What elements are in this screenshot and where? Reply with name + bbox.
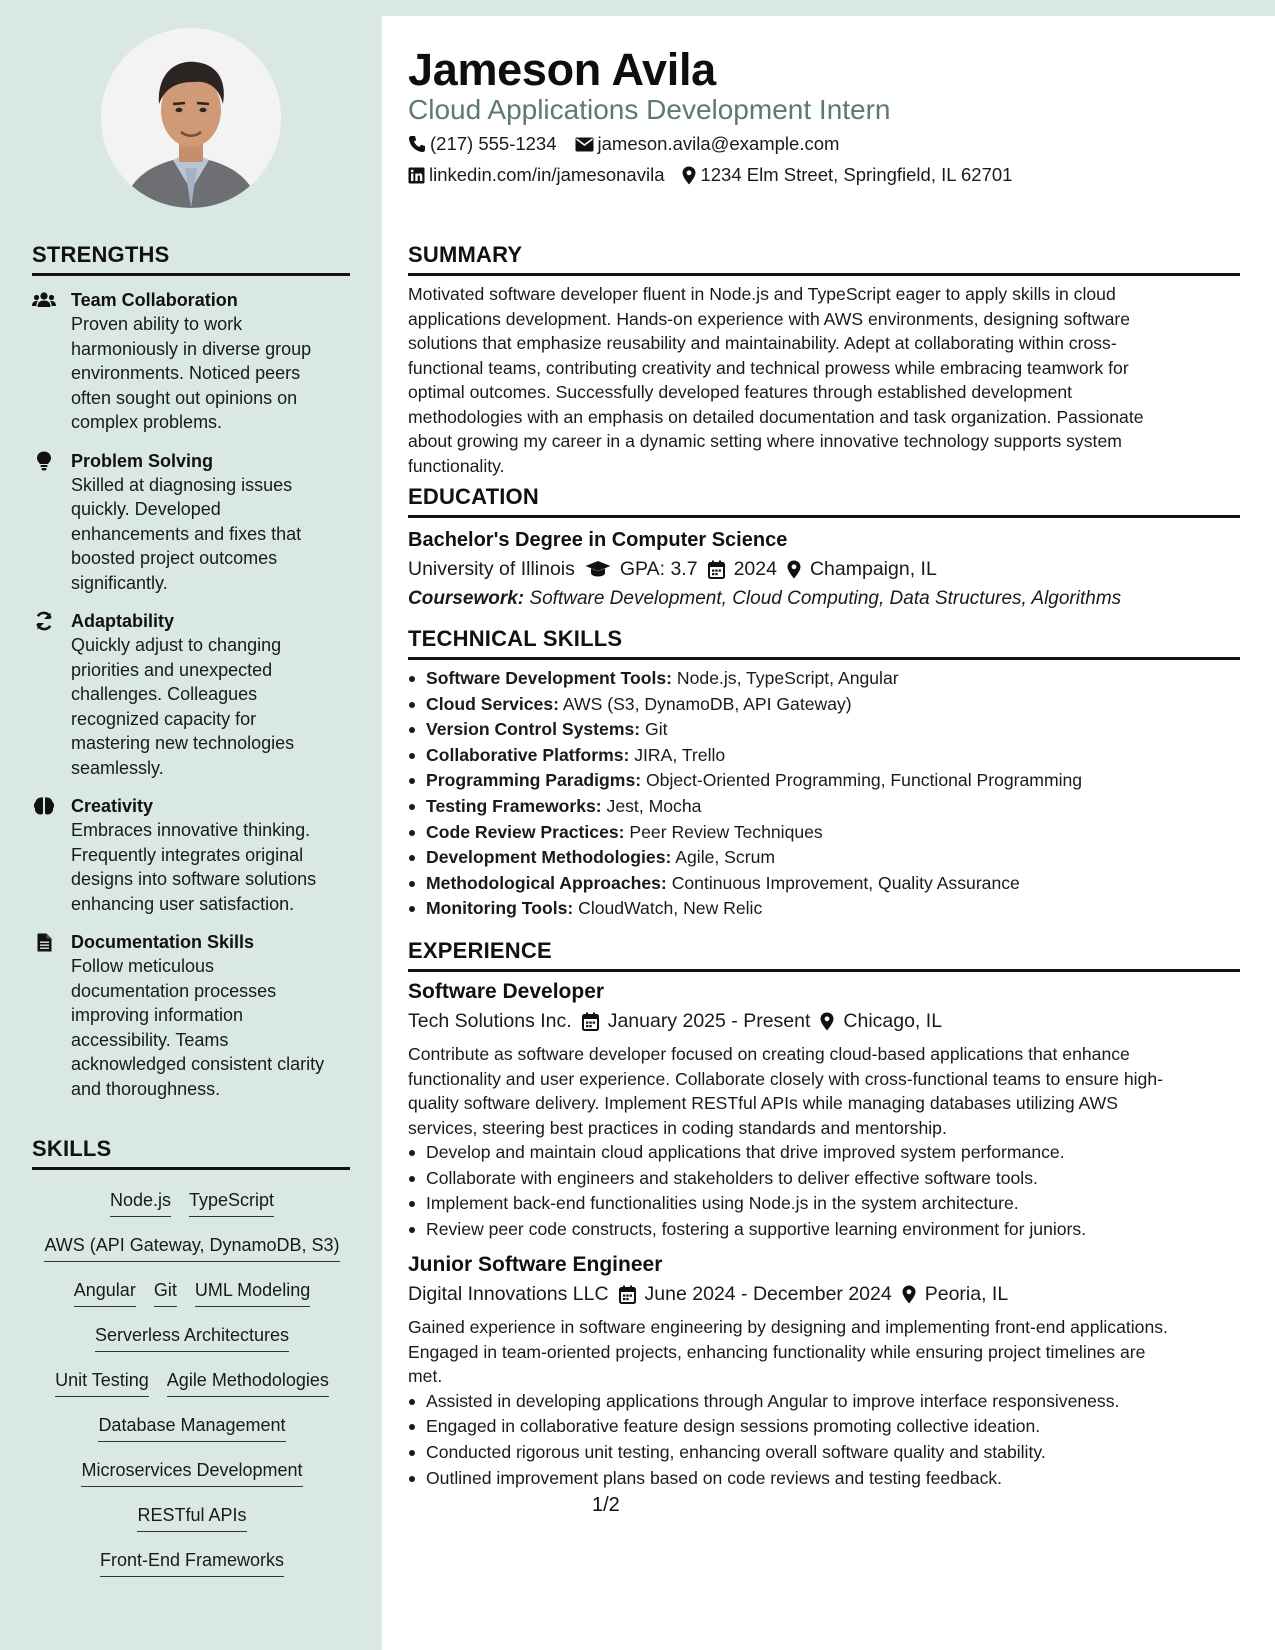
job-location <box>820 1006 942 1036</box>
candidate-name: Jameson Avila <box>408 44 716 95</box>
strength-title: Problem Solving <box>71 450 214 471</box>
education-section <box>408 484 1240 614</box>
tech-skill-label: Version Control Systems: <box>426 719 641 740</box>
strength-line: boosted project outcomes <box>71 548 278 568</box>
job-bullet: Collaborate with engineers and stakeholders to deliver effective software tools. <box>408 1166 1240 1192</box>
page-number: 1/2 <box>592 1494 620 1516</box>
job-bullets <box>408 1389 1240 1491</box>
skill-row <box>32 1458 352 1503</box>
summary-section <box>408 242 1240 478</box>
tech-skill-item <box>408 820 1240 846</box>
tech-skill-item <box>408 845 1240 871</box>
graduation-cap-icon <box>585 560 611 578</box>
coursework-value: Software Development, Cloud Computing, Data Structures, Algorithms <box>529 588 1122 609</box>
tech-skill-label: Programming Paradigms: <box>426 770 642 791</box>
strengths-heading: STRENGTHS <box>32 242 350 276</box>
skill-chip: Git <box>154 1278 177 1307</box>
dates-value: June 2024 - December 2024 <box>644 1283 892 1306</box>
skill-chip: Microservices Development <box>81 1458 302 1487</box>
skill-chip: Front-End Frameworks <box>100 1548 284 1577</box>
strength-description <box>71 954 352 1101</box>
tech-skill-item <box>408 871 1240 897</box>
tech-skill-item <box>408 768 1240 794</box>
location-value: Chicago, IL <box>843 1010 943 1032</box>
address: 1234 Elm Street, Springfield, IL 62701 <box>700 164 1013 185</box>
summary-text <box>408 282 1240 478</box>
contact-address <box>682 164 1012 186</box>
strength-line: environments. Noticed peers <box>71 363 301 383</box>
phone-number: (217) 555-1234 <box>430 133 557 154</box>
graduation-year <box>708 554 777 584</box>
strength-title: Team Collaboration <box>71 290 238 310</box>
coursework <box>408 584 1240 614</box>
skill-row <box>32 1503 352 1548</box>
calendar-icon <box>619 1285 636 1304</box>
job-bullet: Assisted in developing applications through Angular to improve interface responsiveness. <box>408 1389 1240 1415</box>
strength-line: enhancing user satisfaction. <box>71 893 295 914</box>
job-meta <box>408 1006 1240 1036</box>
tech-skill-value: JIRA, Trello <box>634 744 726 765</box>
strength-line: seamlessly. <box>71 757 164 778</box>
skill-row <box>32 1368 352 1413</box>
tech-skill-value: Agile, Scrum <box>675 847 776 868</box>
job-dates <box>619 1279 892 1309</box>
contact-row <box>408 164 1012 186</box>
company-name: Digital Innovations LLC <box>408 1283 609 1306</box>
skill-chip: Unit Testing <box>55 1368 149 1397</box>
skill-row <box>32 1233 352 1278</box>
brain-icon <box>32 796 56 816</box>
skills-heading: SKILLS <box>32 1136 350 1170</box>
tech-skill-label: Methodological Approaches: <box>426 872 667 893</box>
technical-skills-section <box>408 626 1240 922</box>
strength-description <box>71 633 352 780</box>
strength-line: Quickly adjust to changing <box>71 635 282 655</box>
skill-row <box>32 1278 352 1323</box>
sidebar <box>0 0 382 1650</box>
tech-skill-label: Collaborative Platforms: <box>426 744 630 765</box>
tech-skill-item <box>408 794 1240 820</box>
summary-line: solutions that emphasize reusability and maintainability. Adept at collaborating within cross- <box>408 333 1117 353</box>
tech-skill-value: Object-Oriented Programming, Functional Programming <box>645 770 1083 791</box>
strength-line: documentation processes <box>71 980 277 1001</box>
map-pin-icon <box>902 1285 916 1304</box>
tech-skill-item <box>408 692 1240 718</box>
tech-skill-label: Code Review Practices: <box>426 821 625 842</box>
job-description-line: Contribute as software developer focused on creating cloud-based applications that enhance <box>408 1044 1130 1064</box>
summary-line: methodologies with an emphasis on detailed documentation and task organization. Passionate <box>408 406 1144 427</box>
job-bullet: Conducted rigorous unit testing, enhancing overall software quality and stability. <box>408 1440 1240 1466</box>
job-description-line: met. <box>408 1366 443 1387</box>
tech-skill-value: Peer Review Techniques <box>629 821 823 842</box>
candidate-title: Cloud Applications Development Intern <box>408 94 891 125</box>
gpa-value: GPA: 3.7 <box>619 558 698 580</box>
job-description-line: Engaged in team-oriented projects, enhancing functionality while ensuring project timelines are <box>408 1341 1146 1362</box>
phone-icon <box>408 135 426 153</box>
coursework-label: Coursework: <box>408 588 525 609</box>
job-description-line: functionality and user experience. Collaborate closely with cross-functional teams to ensure high- <box>408 1068 1163 1089</box>
main-content <box>382 16 1275 1650</box>
strength-line: complex problems. <box>71 412 223 432</box>
summary-line: functional teams, contributing creativity and technical prowess while embracing teamwork for <box>408 357 1129 378</box>
job-entry <box>408 1251 1240 1491</box>
job-dates <box>582 1006 811 1036</box>
job-meta <box>408 1279 1240 1309</box>
summary-heading: SUMMARY <box>408 242 1240 276</box>
company <box>408 1006 572 1036</box>
job-description-line: Gained experience in software engineering by designing and implementing front-end applications. <box>408 1317 1168 1338</box>
job-bullet: Develop and maintain cloud applications that drive improved system performance. <box>408 1140 1240 1166</box>
education-meta <box>408 554 1240 584</box>
skill-chip: Database Management <box>98 1413 285 1442</box>
tech-skill-item <box>408 717 1240 743</box>
tech-skill-item <box>408 666 1240 692</box>
strength-line: significantly. <box>71 572 168 593</box>
contact-row <box>408 133 839 155</box>
strength-line: Embraces innovative thinking. <box>71 820 311 840</box>
tech-skill-item <box>408 743 1240 769</box>
contact-linkedin[interactable] <box>408 164 664 186</box>
linkedin-url: linkedin.com/in/jamesonavila <box>429 164 665 185</box>
lightbulb-icon <box>32 451 56 471</box>
strength-line: enhancements and fixes that <box>71 523 302 544</box>
contact-phone <box>408 133 557 155</box>
summary-line: applications development. Hands-on experience with AWS environments, designing software <box>408 308 1131 329</box>
company-name: Tech Solutions Inc. <box>408 1010 572 1032</box>
education-location <box>787 554 937 584</box>
summary-line: about growing my career in a dynamic setting where innovative technology supports system <box>408 431 1122 451</box>
tech-skill-label: Cloud Services: <box>426 693 559 714</box>
strength-title: Adaptability <box>71 611 175 631</box>
tech-skill-label: Monitoring Tools: <box>426 898 574 919</box>
school <box>408 554 575 584</box>
email-address: jameson.avila@example.com <box>597 133 840 154</box>
technical-skills-heading: TECHNICAL SKILLS <box>408 626 1240 660</box>
strength-item <box>32 609 352 780</box>
strength-line: priorities and unexpected <box>71 659 273 680</box>
skill-chip: UML Modeling <box>195 1278 310 1307</box>
skill-chip: Node.js <box>110 1188 171 1217</box>
tech-skill-value: Node.js, TypeScript, Angular <box>676 668 899 688</box>
strength-title: Creativity <box>71 796 154 816</box>
tech-skill-label: Software Development Tools: <box>426 668 673 688</box>
company <box>408 1279 609 1309</box>
location-value: Champaign, IL <box>809 558 937 580</box>
summary-line: optimal outcomes. Successfully developed features through established development <box>408 382 1073 402</box>
skills-chips <box>32 1188 352 1593</box>
skill-chip: RESTful APIs <box>137 1503 246 1532</box>
strength-description <box>71 312 352 435</box>
summary-line: functionality. <box>408 455 505 476</box>
job-bullets <box>408 1140 1240 1242</box>
strengths-list <box>32 288 352 1101</box>
document-icon <box>32 932 56 952</box>
strength-line: mastering new technologies <box>71 733 295 753</box>
strength-description <box>71 818 352 916</box>
top-band <box>382 0 1275 16</box>
experience-heading: EXPERIENCE <box>408 938 1240 972</box>
job-bullet: Engaged in collaborative feature design sessions promoting collective ideation. <box>408 1414 1240 1440</box>
calendar-icon <box>708 560 725 579</box>
map-pin-icon <box>787 560 801 579</box>
tech-skill-value: Continuous Improvement, Quality Assurance <box>671 872 1020 893</box>
strength-line: quickly. Developed <box>71 499 221 519</box>
strength-item <box>32 449 352 596</box>
tech-skill-label: Testing Frameworks: <box>426 795 602 816</box>
strength-title: Documentation Skills <box>71 932 255 952</box>
tech-skill-value: AWS (S3, DynamoDB, API Gateway) <box>562 693 852 714</box>
job-description-line: quality software delivery. Implement RESTful APIs while managing databases utilizing AWS <box>408 1093 1118 1113</box>
strength-line: improving information <box>71 1005 244 1025</box>
skills-section <box>32 1136 352 1593</box>
skill-chip: Agile Methodologies <box>167 1368 329 1397</box>
strength-item <box>32 794 352 916</box>
year-value: 2024 <box>733 558 777 580</box>
technical-skills-list <box>408 666 1240 922</box>
tech-skill-value: Jest, Mocha <box>606 795 702 816</box>
job-description <box>408 1042 1240 1140</box>
tech-skill-value: Git <box>645 719 668 740</box>
skill-chip: TypeScript <box>189 1188 274 1217</box>
skill-chip: AWS (API Gateway, DynamoDB, S3) <box>44 1233 339 1262</box>
strength-line: recognized capacity for <box>71 708 257 729</box>
strength-line: acknowledged consistent clarity <box>71 1054 325 1074</box>
job-bullet: Implement back-end functionalities using Node.js in the system architecture. <box>408 1191 1240 1217</box>
gpa <box>585 554 698 584</box>
strength-item <box>32 288 352 435</box>
linkedin-icon <box>408 167 425 184</box>
tech-skill-value: CloudWatch, New Relic <box>578 898 763 919</box>
skill-row <box>32 1188 352 1233</box>
strengths-section <box>32 242 352 1115</box>
strength-line: Skilled at diagnosing issues <box>71 474 293 495</box>
summary-line: Motivated software developer fluent in Node.js and TypeScript eager to apply skills in cloud <box>408 284 1116 304</box>
job-description-line: services, steering best practices in coding standards and mentorship. <box>408 1117 947 1138</box>
job-location <box>902 1279 1008 1309</box>
users-icon <box>32 290 56 310</box>
strength-description <box>71 473 352 596</box>
strength-line: harmoniously in diverse group <box>71 338 312 359</box>
education-heading: EDUCATION <box>408 484 1240 518</box>
dates-value: January 2025 - Present <box>607 1010 811 1032</box>
sync-icon <box>32 611 56 631</box>
strength-line: often sought out opinions on <box>71 387 298 408</box>
strength-line: designs into software solutions <box>71 869 317 889</box>
experience-section <box>408 938 1240 1491</box>
location-value: Peoria, IL <box>924 1283 1009 1306</box>
strength-line: Frequently integrates original <box>71 844 304 865</box>
strength-line: challenges. Colleagues <box>71 684 258 704</box>
strength-line: Follow meticulous <box>71 956 215 976</box>
job-title: Junior Software Engineer <box>408 1253 663 1277</box>
skill-row <box>32 1323 352 1368</box>
map-pin-icon <box>820 1012 834 1031</box>
skill-row <box>32 1413 352 1458</box>
strength-item <box>32 930 352 1101</box>
contact-email[interactable] <box>575 133 840 155</box>
job-entry <box>408 978 1240 1242</box>
tech-skill-item <box>408 896 1240 922</box>
job-description <box>408 1315 1240 1389</box>
strength-line: Proven ability to work <box>71 314 243 334</box>
skill-row <box>32 1548 352 1593</box>
school-name: University of Illinois <box>408 558 575 580</box>
skill-chip: Serverless Architectures <box>95 1323 289 1352</box>
degree: Bachelor's Degree in Computer Science <box>408 529 788 551</box>
job-bullet: Outlined improvement plans based on code reviews and testing feedback. <box>408 1466 1240 1492</box>
job-bullet: Review peer code constructs, fostering a supportive learning environment for juniors. <box>408 1217 1240 1243</box>
map-pin-icon <box>682 166 696 185</box>
tech-skill-label: Development Methodologies: <box>426 847 672 868</box>
envelope-icon <box>575 137 594 152</box>
avatar <box>101 28 281 208</box>
strength-line: and thoroughness. <box>71 1078 221 1099</box>
skill-chip: Angular <box>74 1278 136 1307</box>
strength-line: accessibility. Teams <box>71 1029 229 1050</box>
calendar-icon <box>582 1012 599 1031</box>
job-title: Software Developer <box>408 980 605 1003</box>
